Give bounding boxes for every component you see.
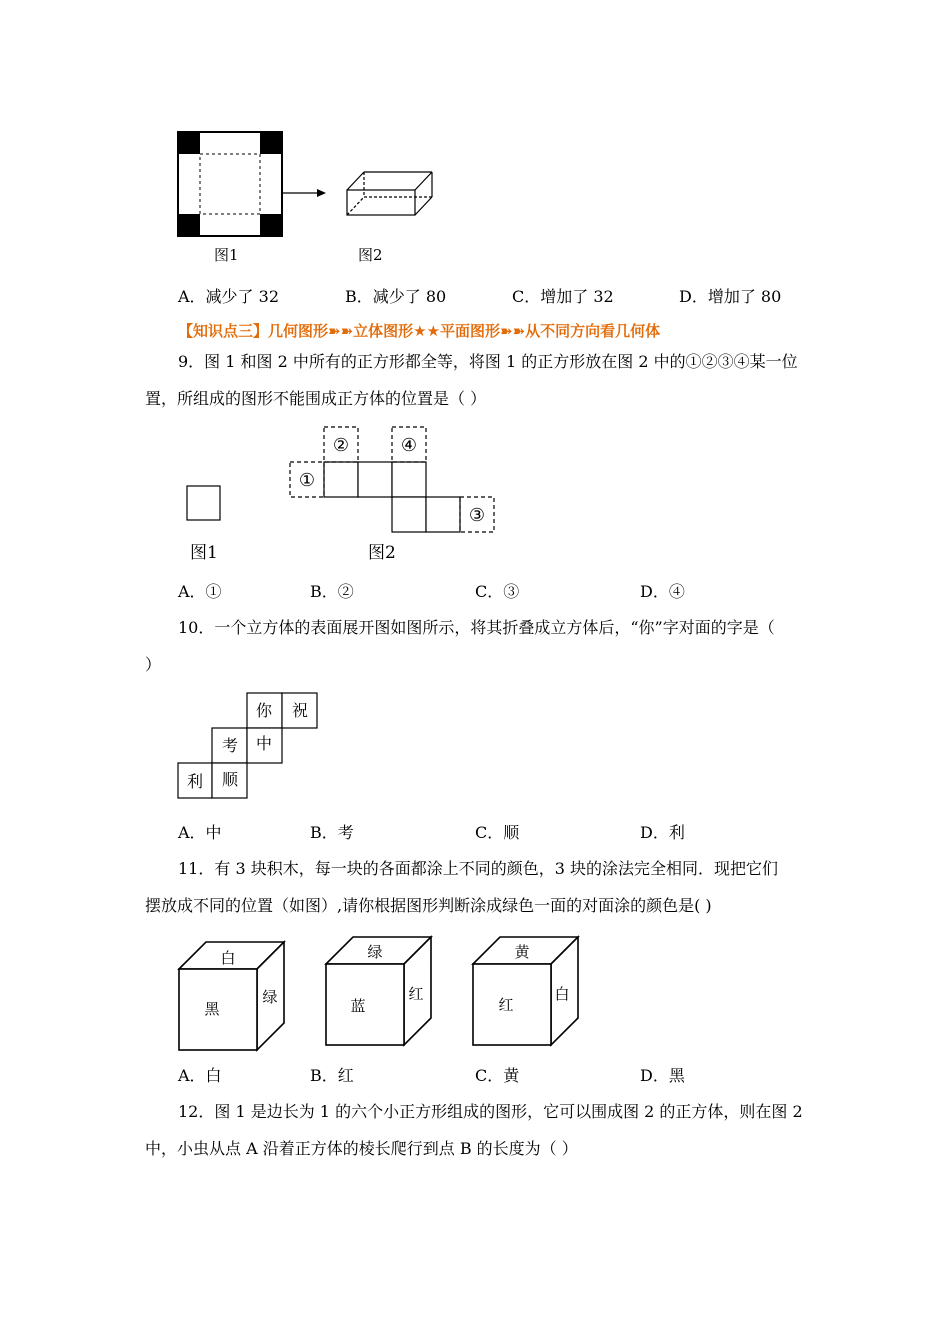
q9-text-line1: 9．图 1 和图 2 中所有的正方形都全等，将图 1 的正方形放在图 2 中的①②③④某一位 bbox=[178, 352, 798, 371]
q9-mark-3: ③ bbox=[468, 505, 486, 526]
arrow-head-icon bbox=[317, 189, 326, 197]
q8-option-d[interactable]: D．增加了 80 bbox=[679, 287, 782, 306]
q10-cell-ni: 你 bbox=[255, 701, 273, 720]
q10-option-b[interactable]: B．考 bbox=[310, 823, 354, 842]
q11-cube2-top: 绿 bbox=[367, 943, 383, 961]
q9-fig2-net bbox=[324, 462, 460, 532]
q12-text-line2: 中，小虫从点 A 沿着正方体的棱长爬行到点 B 的长度为（ ） bbox=[145, 1139, 578, 1158]
q10-cell-kao: 考 bbox=[221, 736, 239, 755]
q8-figures bbox=[170, 125, 450, 245]
q9-option-d[interactable]: D．④ bbox=[640, 582, 685, 601]
q10-text-line1: 10．一个立方体的表面展开图如图所示，将其折叠成立方体后，“你”字对面的字是（ bbox=[178, 618, 775, 637]
q12-text-line1: 12．图 1 是边长为 1 的六个小正方形组成的图形，它可以围成图 2 的正方体，则在图 2 bbox=[178, 1102, 803, 1121]
q9-option-a[interactable]: A．① bbox=[178, 582, 222, 601]
q9-figures bbox=[180, 420, 510, 570]
q10-text-line2: ） bbox=[145, 655, 162, 674]
q8-option-a[interactable]: A．减少了 32 bbox=[178, 287, 280, 306]
q11-cube2-side: 红 bbox=[408, 985, 424, 1003]
q8-fig2-label: 图2 bbox=[358, 246, 383, 264]
q11-cube3-side: 白 bbox=[554, 985, 570, 1003]
q10-cell-shun: 顺 bbox=[221, 770, 239, 789]
q10-option-c[interactable]: C．顺 bbox=[475, 823, 520, 842]
q11-option-a[interactable]: A．白 bbox=[178, 1066, 222, 1085]
q8-option-c[interactable]: C．增加了 32 bbox=[512, 287, 614, 306]
q8-fig1-corner bbox=[178, 132, 200, 154]
q11-text-line1: 11．有 3 块积木，每一块的各面都涂上不同的颜色，3 块的涂法完全相同．现把它们 bbox=[178, 859, 778, 878]
q9-mark-4: ④ bbox=[400, 435, 418, 456]
q11-option-c[interactable]: C．黄 bbox=[475, 1066, 520, 1085]
q8-fig1-corner bbox=[260, 214, 282, 236]
q11-option-d[interactable]: D．黑 bbox=[640, 1066, 685, 1085]
q9-fig1-label: 图1 bbox=[190, 543, 218, 563]
q11-cube1-side: 绿 bbox=[262, 988, 278, 1006]
q9-mark-2: ② bbox=[332, 435, 350, 456]
q11-cube1-front: 黑 bbox=[204, 1000, 220, 1018]
q10-option-d[interactable]: D．利 bbox=[640, 823, 685, 842]
q11-text-line2: 摆放成不同的位置（如图）,请你根据图形判断涂成绿色一面的对面涂的颜色是( ) bbox=[145, 896, 712, 915]
q9-fig2-label: 图2 bbox=[368, 543, 396, 563]
q9-option-b[interactable]: B．② bbox=[310, 582, 354, 601]
q10-option-a[interactable]: A．中 bbox=[178, 823, 222, 842]
q11-cube3-front: 红 bbox=[498, 996, 514, 1014]
q8-fig1-corner bbox=[260, 132, 282, 154]
q11-option-b[interactable]: B．红 bbox=[310, 1066, 354, 1085]
q9-mark-1: ① bbox=[298, 470, 316, 491]
q11-cube3-top: 黄 bbox=[514, 943, 530, 961]
q9-text-line2: 置，所组成的图形不能围成正方体的位置是（ ） bbox=[145, 389, 487, 408]
q11-cube2-front: 蓝 bbox=[350, 997, 366, 1015]
q11-cubes bbox=[170, 930, 590, 1055]
q10-cell-zhong: 中 bbox=[255, 734, 273, 753]
q10-cell-li: 利 bbox=[186, 772, 204, 791]
q9-fig1-square bbox=[187, 486, 220, 520]
section-heading: 【知识点三】几何图形➽➽立体图形★★平面图形➽➽从不同方向看几何体 bbox=[178, 322, 661, 340]
q8-fig1-corner bbox=[178, 214, 200, 236]
q9-option-c[interactable]: C．③ bbox=[475, 582, 520, 601]
q10-net bbox=[175, 690, 325, 802]
q11-cube1-top: 白 bbox=[220, 949, 236, 967]
q10-cell-zhu: 祝 bbox=[291, 701, 309, 720]
q8-fig1-label: 图1 bbox=[214, 246, 239, 264]
q8-option-b[interactable]: B．减少了 80 bbox=[345, 287, 447, 306]
q8-fig2-box bbox=[347, 172, 432, 215]
